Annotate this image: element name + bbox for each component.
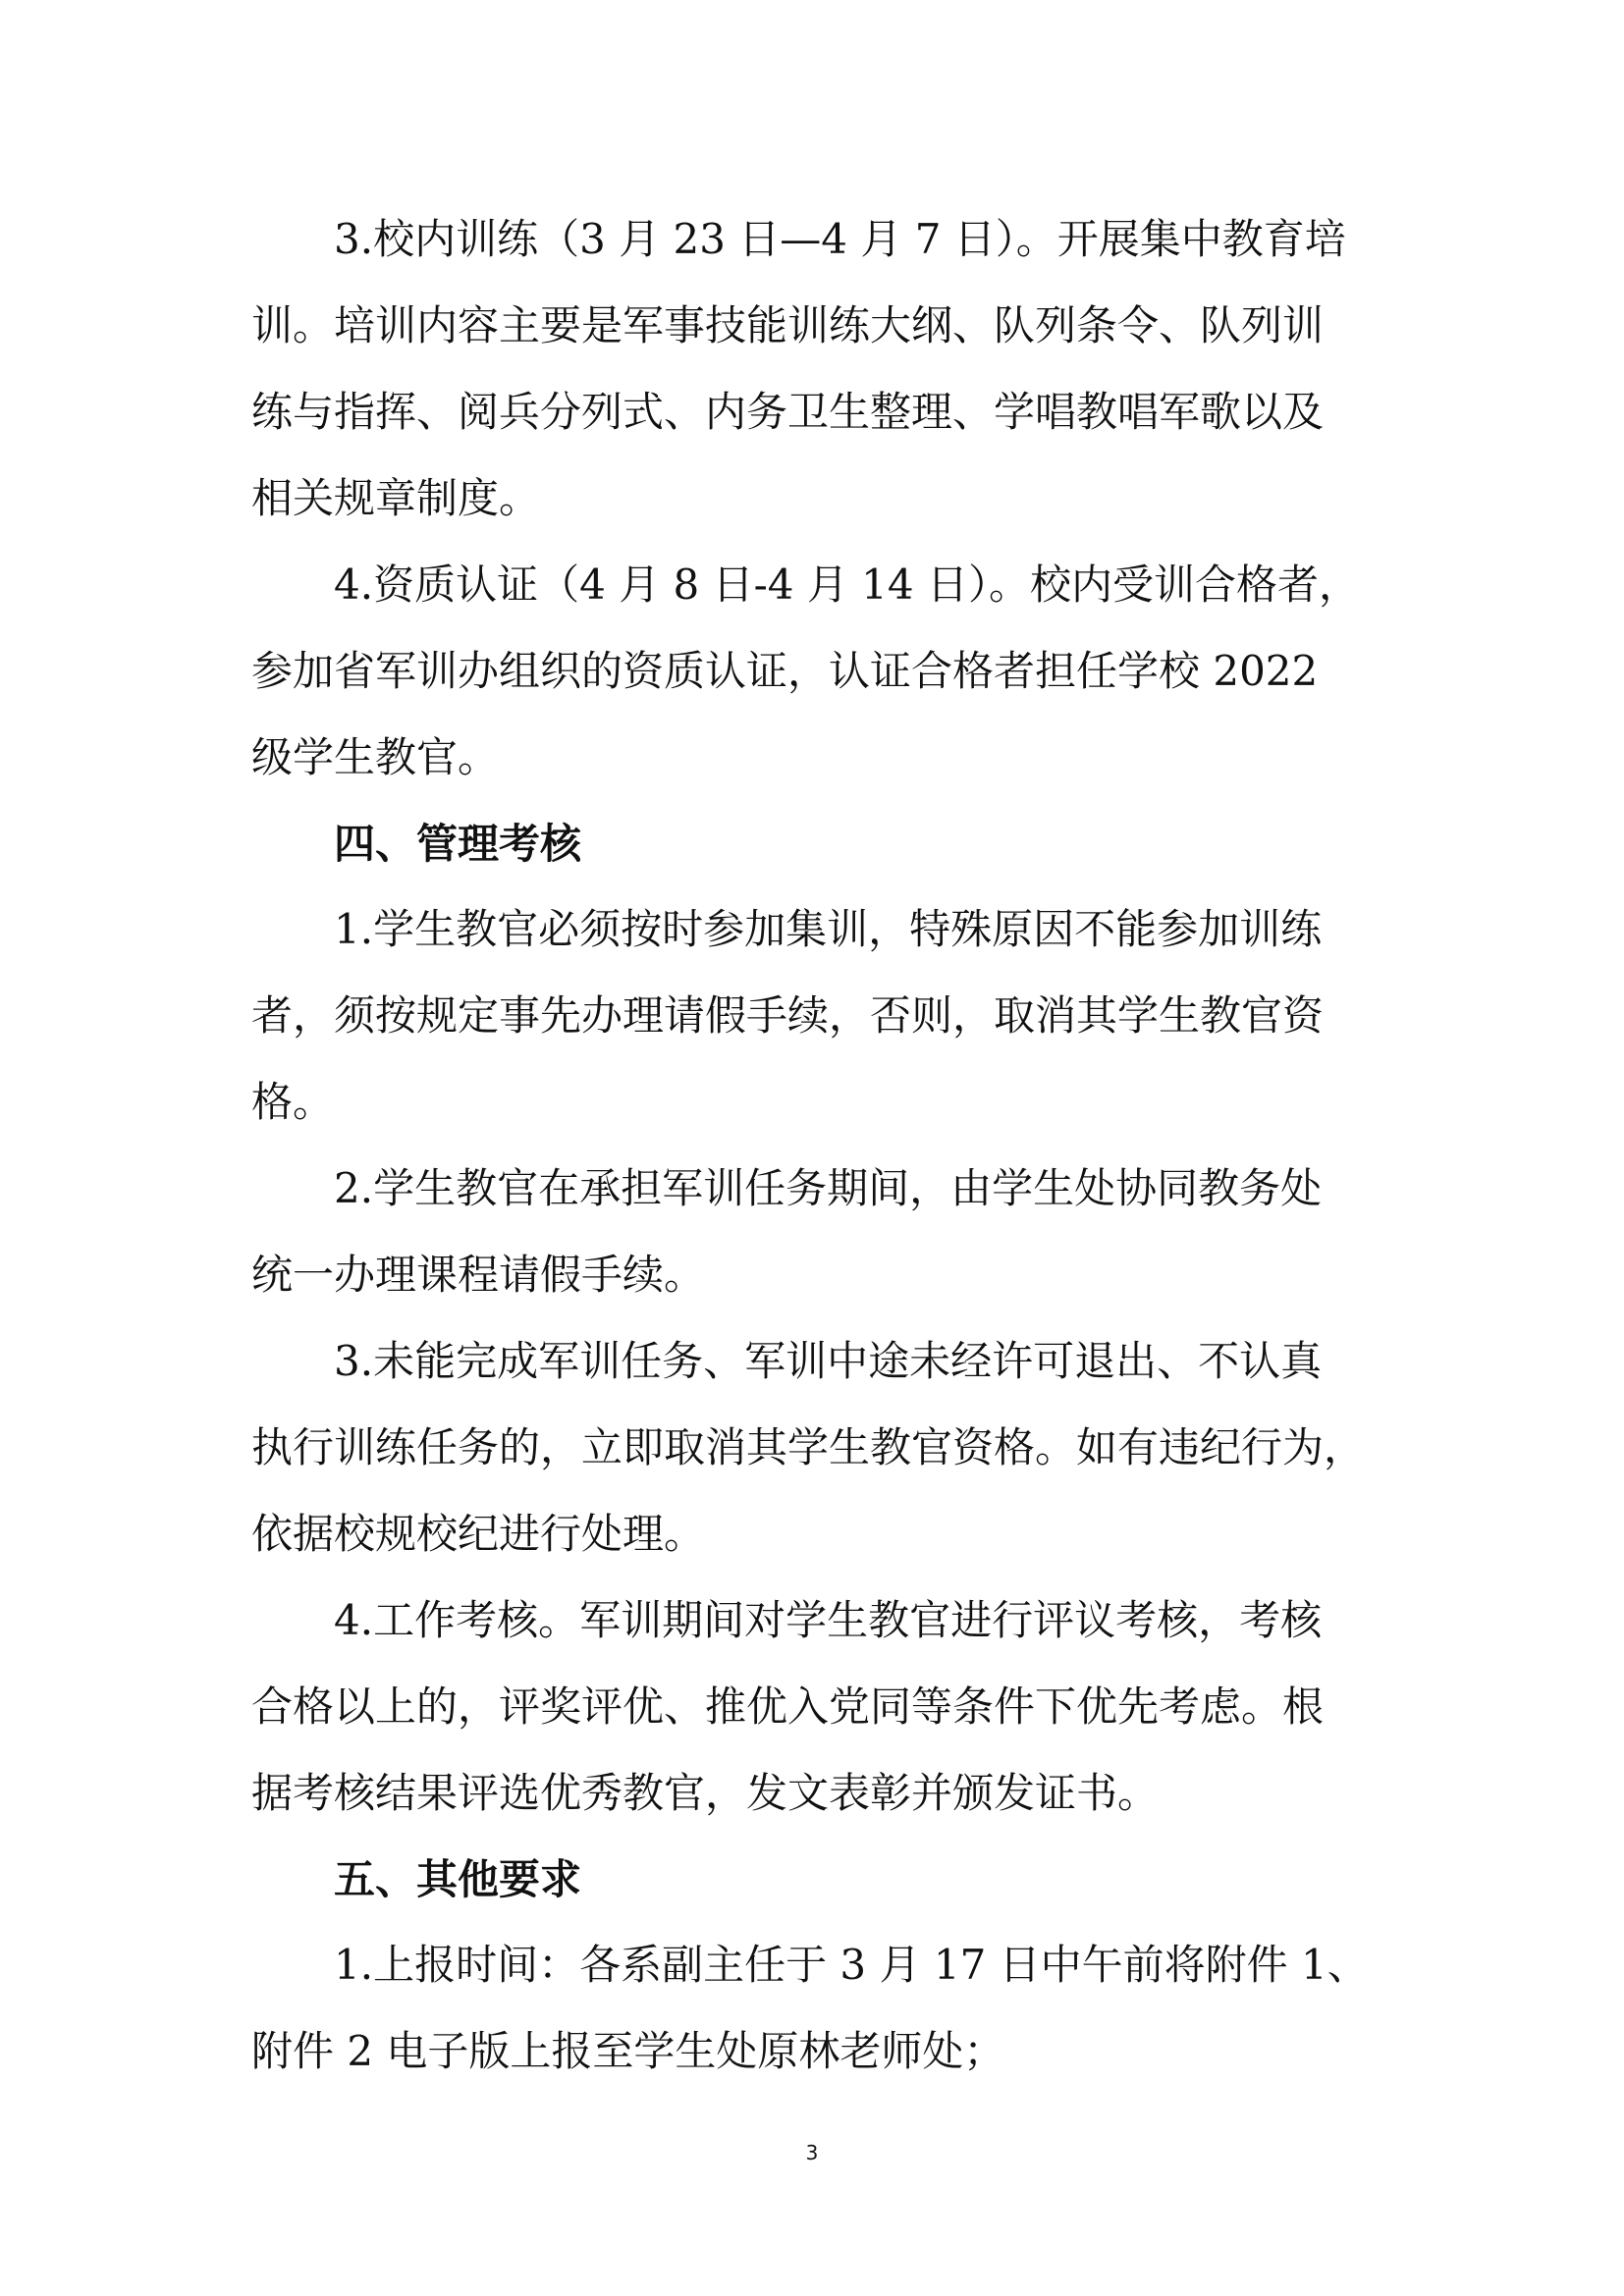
paragraph-line: 4.资质认证（4 月 8 日-4 月 14 日）。校内受训合格者，: [334, 561, 1360, 609]
paragraph-line: 1.上报时间：各系副主任于 3 月 17 日中午前将附件 1、: [334, 1941, 1369, 1989]
paragraph-line: 合格以上的，评奖评优、推优入党同等条件下优先考虑。根: [251, 1682, 1325, 1731]
paragraph-line: 者，须按规定事先办理请假手续，否则，取消其学生教官资: [251, 991, 1325, 1040]
section-heading: 五、其他要求: [334, 1855, 582, 1903]
paragraph-line: 2.学生教官在承担军训任务期间，由学生处协同教务处: [334, 1164, 1323, 1212]
paragraph-line: 练与指挥、阅兵分列式、内务卫生整理、学唱教唱军歌以及: [251, 388, 1325, 436]
paragraph-line: 训。培训内容主要是军事技能训练大纲、队列条令、队列训: [251, 301, 1325, 349]
paragraph-line: 1.学生教官必须按时参加集训，特殊原因不能参加训练: [334, 905, 1323, 953]
paragraph-line: 相关规章制度。: [251, 474, 541, 522]
paragraph-line: 3.校内训练（3 月 23 日—4 月 7 日）。开展集中教育培: [334, 215, 1346, 263]
paragraph-line: 参加省军训办组织的资质认证，认证合格者担任学校 2022: [251, 647, 1319, 695]
paragraph-line: 附件 2 电子版上报至学生处原林老师处；: [251, 2027, 1005, 2075]
paragraph-line: 4.工作考核。军训期间对学生教官进行评议考核，考核: [334, 1596, 1323, 1644]
paragraph-line: 3.未能完成军训任务、军训中途未经许可退出、不认真: [334, 1337, 1323, 1385]
paragraph-line: 据考核结果评选优秀教官，发文表彰并颁发证书。: [251, 1769, 1160, 1817]
section-heading: 四、管理考核: [334, 820, 582, 868]
paragraph-line: 执行训练任务的，立即取消其学生教官资格。如有违纪行为，: [251, 1423, 1366, 1471]
paragraph-line: 级学生教官。: [251, 733, 500, 781]
paragraph-line: 统一办理课程请假手续。: [251, 1251, 706, 1299]
paragraph-line: 依据校规校纪进行处理。: [251, 1510, 706, 1558]
paragraph-line: 格。: [251, 1078, 335, 1126]
page-number: 3: [805, 2141, 819, 2164]
